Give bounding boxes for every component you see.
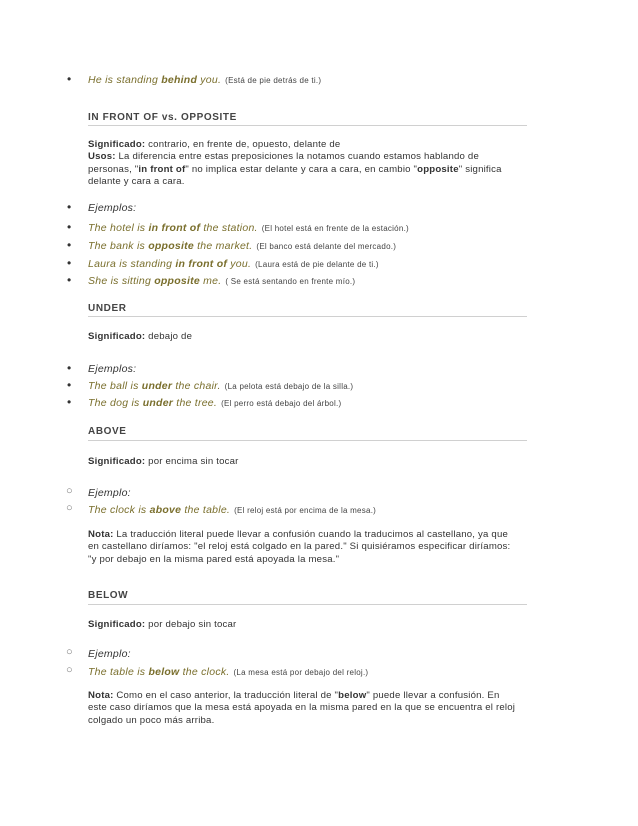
bullet-dot: •: [67, 361, 72, 375]
divider: [88, 604, 527, 605]
ejemplos-label: Ejemplos:: [88, 363, 137, 375]
heading-below: BELOW: [88, 590, 129, 601]
example-line: The clock is above the table. (El reloj está por encima de la mesa.): [88, 504, 377, 516]
example-line: The hotel is in front of the station. (El hotel está en frente de la estación.): [88, 222, 409, 234]
nota-block: Nota: La traducción literal puede llevar a confusión cuando la traducimos al castellano, ya que en castellano diríamos: "el reloj está colgado en la pared." Si quisiéramos especificar diríamos: "y por debajo en la misma pared está apoyada la mesa.": [88, 529, 511, 565]
divider: [88, 125, 527, 126]
example-line: The dog is under the tree. (El perro está debajo del árbol.): [88, 397, 342, 409]
heading-under: UNDER: [88, 303, 127, 314]
nota-block: Nota: Como en el caso anterior, la traducción literal de "below" puede llevar a confusión. En este caso diríamos que la mesa está apoyada en la misma pared en la que se encuentra el reloj colgado un poco más arriba.: [88, 690, 516, 726]
ejemplo-label: Ejemplo:: [88, 648, 131, 660]
ejemplos-label: Ejemplos:: [88, 202, 137, 214]
definition-block: Significado: debajo de: [88, 331, 193, 342]
example-line: He is standing behind you. (Está de pie detrás de ti.): [88, 74, 322, 86]
heading-in-front-of-vs-opposite: IN FRONT OF vs. OPPOSITE: [88, 112, 237, 123]
example-line: Laura is standing in front of you. (Laura está de pie delante de ti.): [88, 258, 379, 270]
example-line: The table is below the clock. (La mesa está por debajo del reloj.): [88, 666, 369, 678]
example-line: The bank is opposite the market. (El banco está delante del mercado.): [88, 240, 397, 252]
divider: [88, 316, 527, 317]
bullet-dot: •: [67, 72, 72, 86]
bullet-dot: •: [67, 200, 72, 214]
bullet-circle: ○: [66, 664, 73, 676]
definition-block: Significado: por debajo sin tocar: [88, 619, 237, 630]
ejemplo-label: Ejemplo:: [88, 487, 131, 499]
example-line: She is sitting opposite me. ( Se está sentando en frente mío.): [88, 275, 356, 287]
bullet-dot: •: [67, 395, 72, 409]
divider: [88, 440, 527, 441]
bullet-dot: •: [67, 220, 72, 234]
bullet-dot: •: [67, 238, 72, 252]
bullet-dot: •: [67, 273, 72, 287]
example-line: The ball is under the chair. (La pelota está debajo de la silla.): [88, 380, 354, 392]
bullet-circle: ○: [66, 485, 73, 497]
bullet-dot: •: [67, 378, 72, 392]
bullet-circle: ○: [66, 646, 73, 658]
bullet-dot: •: [67, 256, 72, 270]
definition-block: Significado: por encima sin tocar: [88, 456, 239, 467]
definition-block: Significado: contrario, en frente de, opuesto, delante de Usos: La diferencia entre estas preposiciones la notamos cuando estamos hablando de personas, "in front of" no implica estar delante y cara a cara, en cambio "opposite" significa delante y cara a cara.: [88, 139, 502, 188]
heading-above: ABOVE: [88, 426, 127, 437]
bullet-circle: ○: [66, 502, 73, 514]
